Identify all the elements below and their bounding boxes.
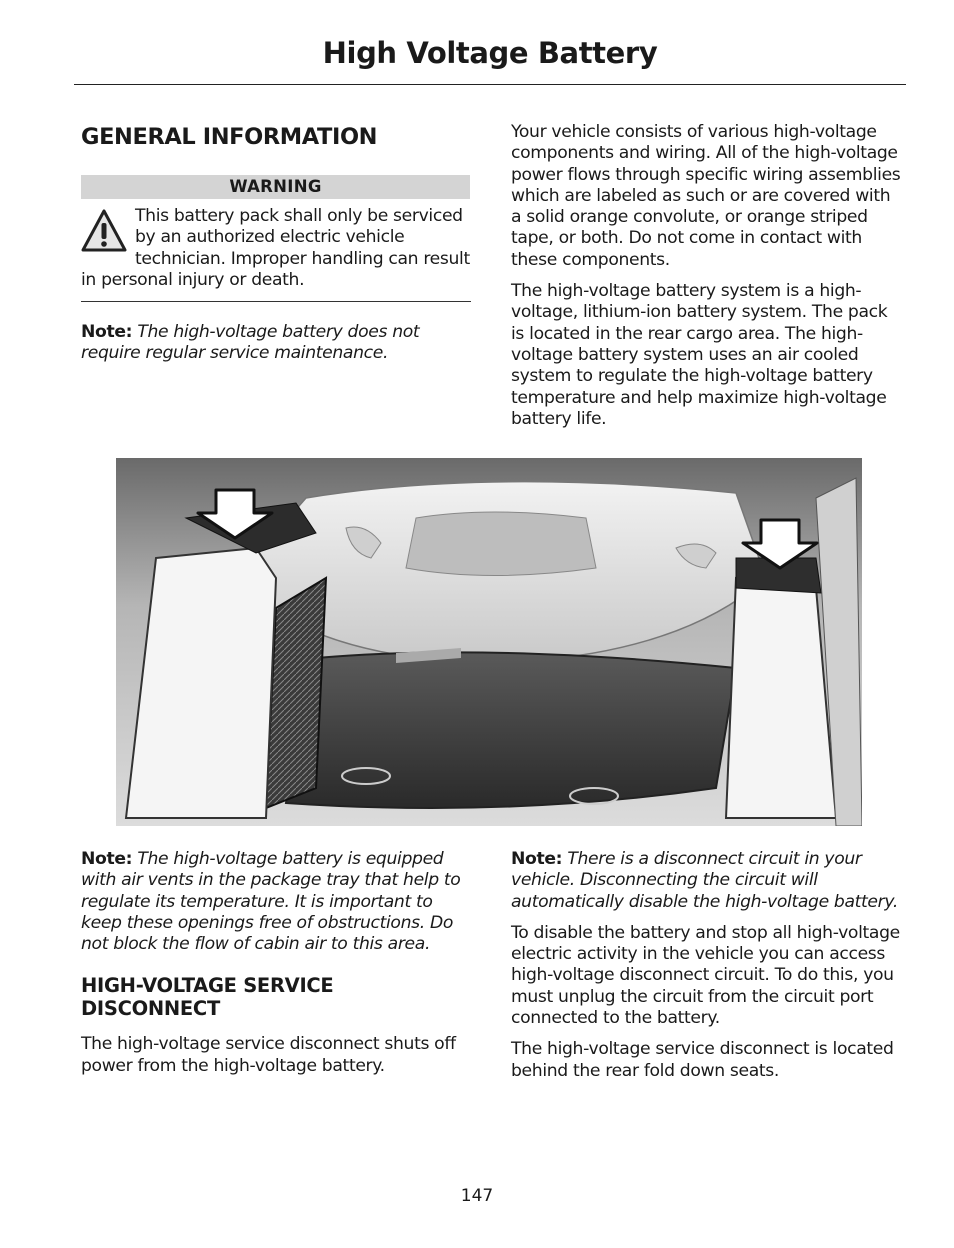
lower-right-section [511,849,901,1082]
body-paragraph: Your vehicle consists of various high-voltage components and wiring. All of the high-voltage power flows through specific wiring assemblies which are labeled as such or are covered with a solid orange convolute, or orange striped tape, or both. Do not come in contact with these components. [511,122,901,270]
note-label: Note: [81,849,133,869]
note-label: Note: [81,322,133,343]
note-text: The high-voltage battery does not require regular service maintenance. [81,322,420,364]
section-heading: GENERAL INFORMATION [81,124,378,150]
cargo-area-illustration [116,458,862,826]
warning-header: WARNING [81,175,470,199]
warning-triangle-icon [81,208,127,254]
body-paragraph: To disable the battery and stop all high-voltage electric activity in the vehicle you can access high-voltage disconnect circuit. To do this, you must unplug the circuit from the circuit port connected to the battery. [511,922,900,1029]
page-number: 147 [460,1186,494,1206]
warning-text: This battery pack shall only be serviced by an authorized electric vehicle technician. Improper handling can result in personal injury or death. [81,206,470,290]
body-paragraph: The high-voltage service disconnect shuts off power from the high-voltage battery. [81,1034,456,1076]
note-text: The high-voltage battery is equipped with air vents in the package tray that help to regulate its temperature. It is important to keep these openings free of obstructions. Do not block the flow of cabin air to this area. [81,849,461,955]
note-text: There is a disconnect circuit in your vehicle. Disconnecting the circuit will automatically disable the high-voltage battery. [511,849,898,912]
body-paragraph: The high-voltage service disconnect is located behind the rear fold down seats. [511,1039,894,1081]
general-info-right [511,122,901,430]
note-paragraph [81,322,471,365]
body-paragraph: The high-voltage battery system is a high-voltage, lithium-ion battery system. The pack is located in the rear cargo area. The high-voltage battery system uses an air cooled system to regulate the high-voltage battery temperature and help maximize high-voltage battery life. [511,281,888,429]
page-title: High Voltage Battery [322,36,658,70]
note-label: Note: [511,849,563,869]
title-rule [74,84,906,85]
warning-box [81,206,471,302]
general-info-section [81,124,471,365]
note-paragraph [511,849,901,913]
subsection-heading: HIGH-VOLTAGE SERVICE DISCONNECT [81,974,334,1021]
lower-left-section [81,849,471,1077]
note-paragraph [81,849,471,955]
